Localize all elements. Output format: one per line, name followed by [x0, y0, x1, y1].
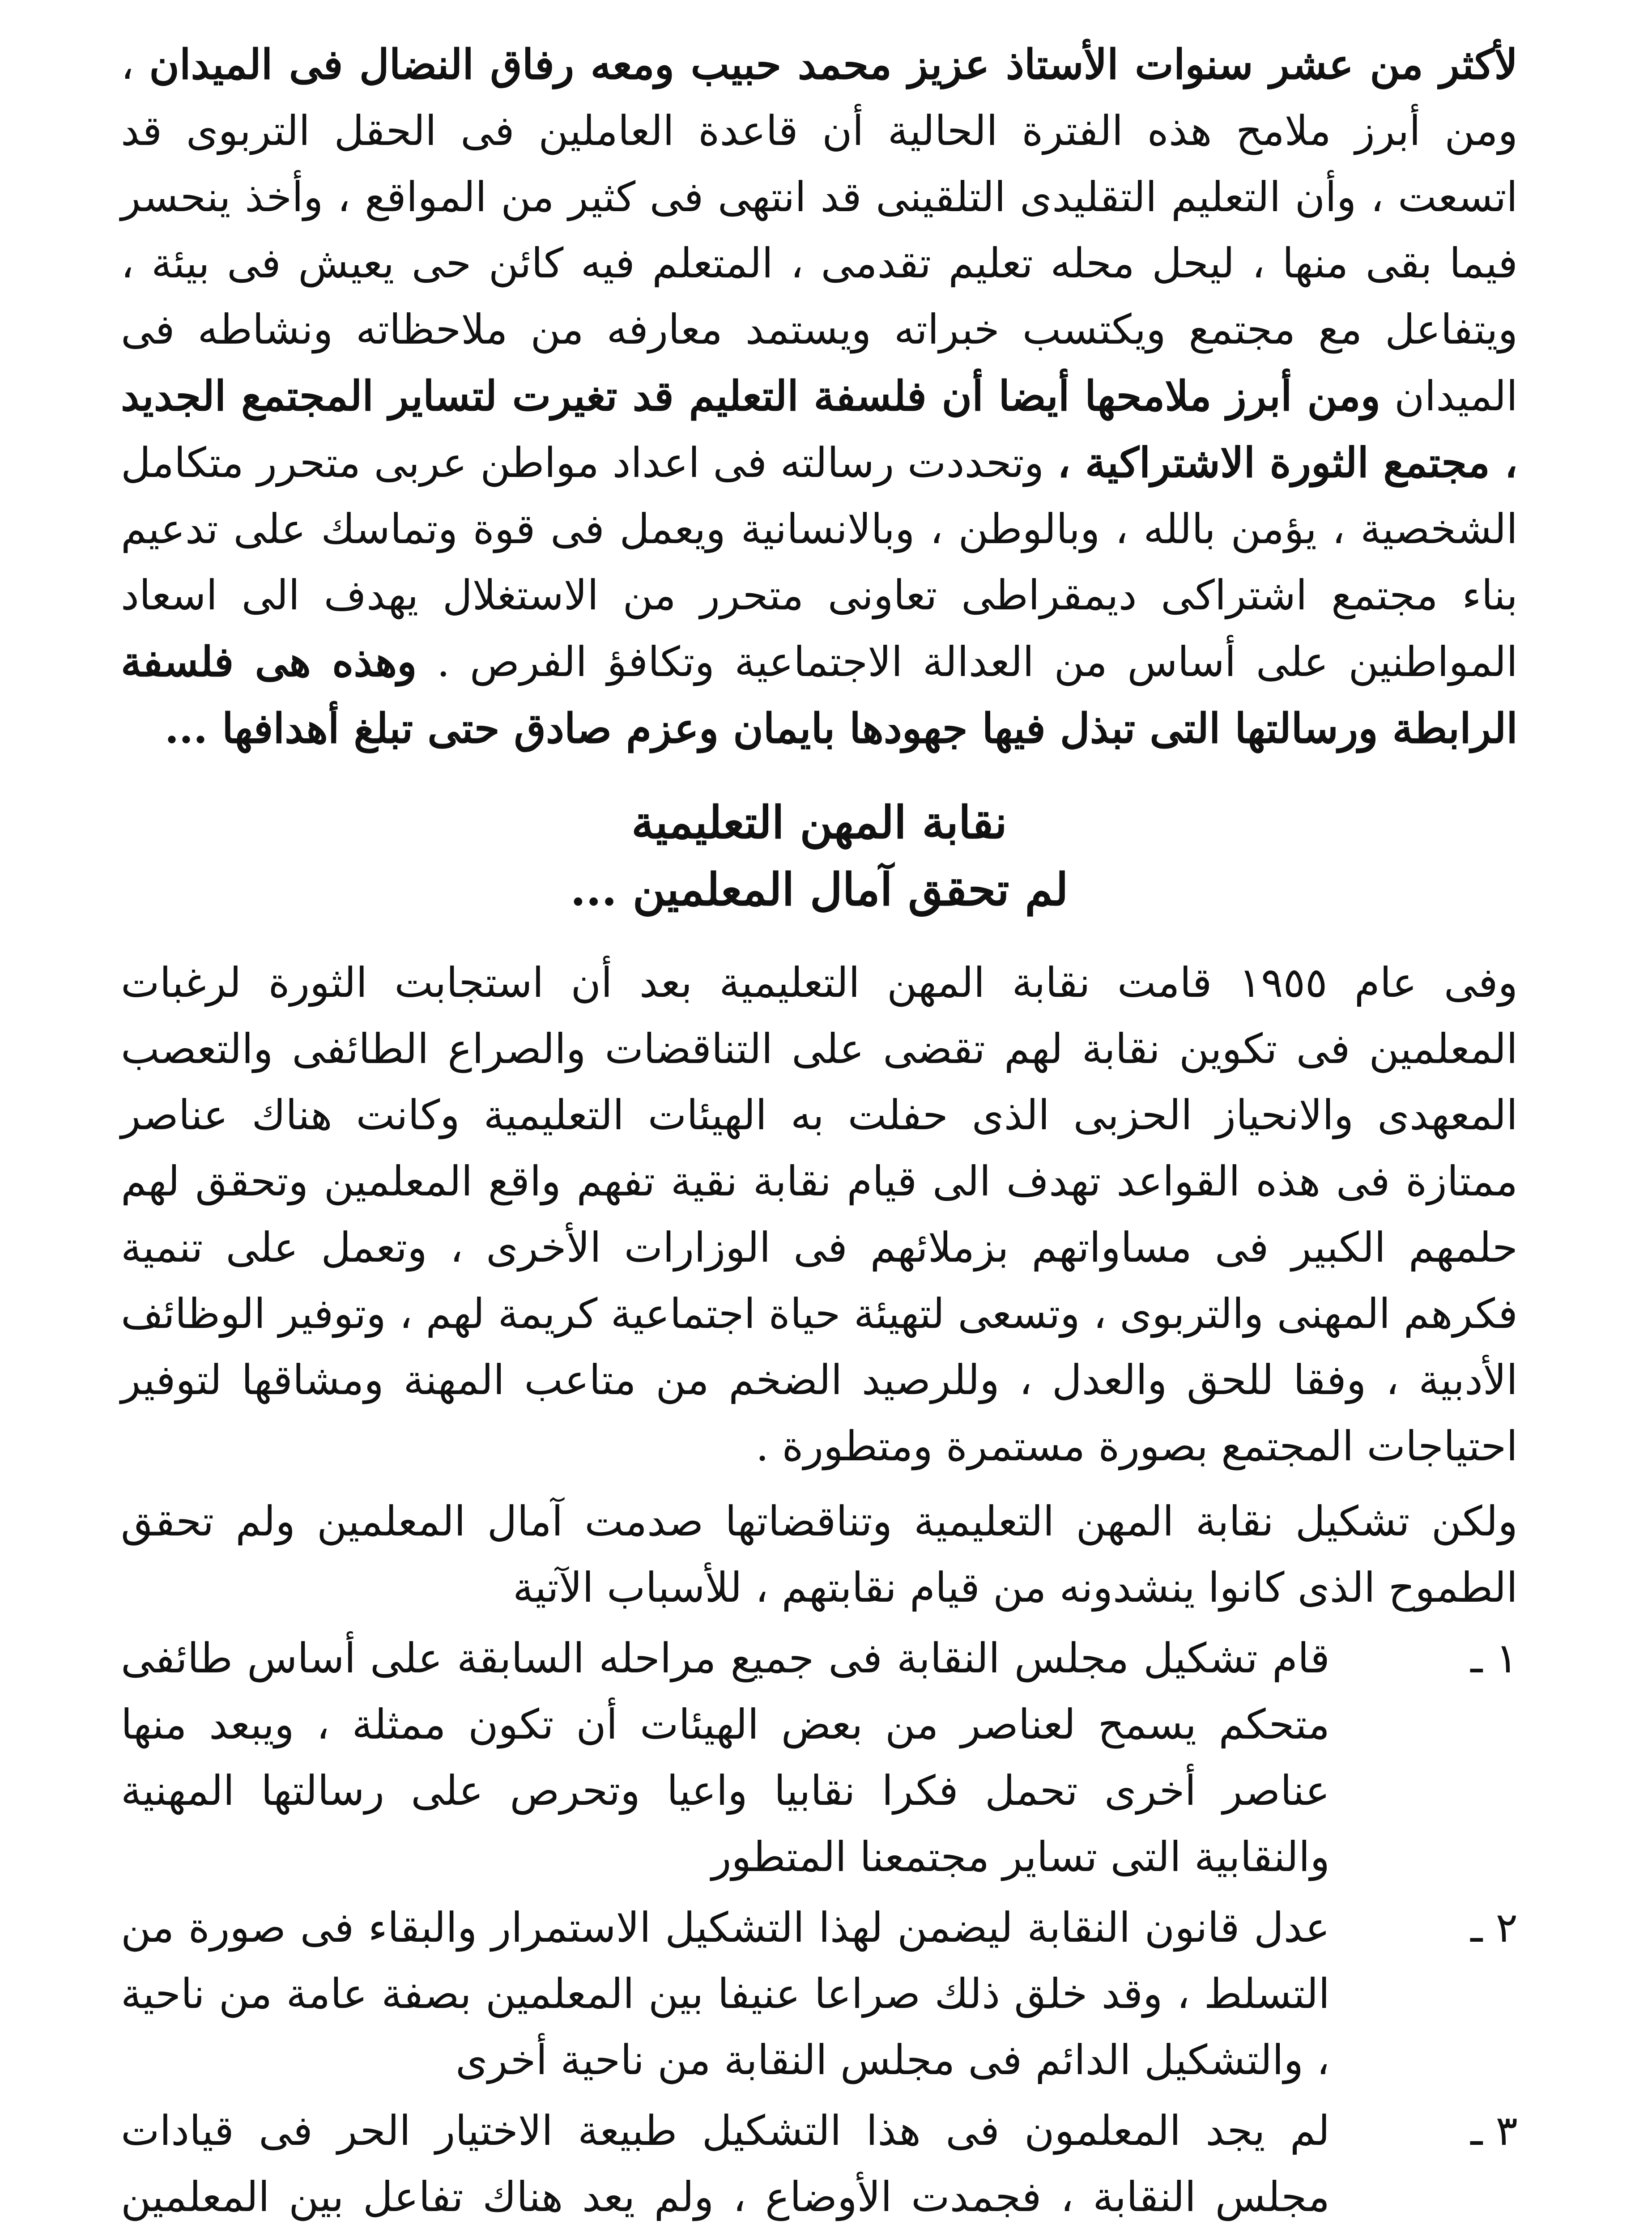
heading-line-2: لم تحقق آمال المعلمين ...	[570, 863, 1069, 916]
intro-bold-3: وهذه هى فلسفة الرابطة ورسالتها التى تبذل فيها جهودها بايمان وعزم صادق حتى تبلغ أهدافها ...	[121, 638, 1518, 753]
intro-text-1: ، ومن أبرز ملامح هذه الفترة الحالية أن قاعدة العاملين فى الحقل التربوى قد اتسعت ، وأن التعليم التقليدى التلقينى قد انتهى فى كثير من المواقع ، وأخذ ينحسر فيما بقى منها ، ليحل محله تعليم تقدمى ، المتعلم فيه كائن حى يعيش فى بيئة ، ويتفاعل مع مجتمع ويكتسب خبراته ويستمد معارفه من ملاحظاته ونشاطه فى الميدان	[121, 41, 1518, 420]
heading-line-1: نقابة المهن التعليمية	[631, 796, 1007, 849]
intro-bold-opening: لأكثر من عشر سنوات الأستاذ عزيز محمد حبيب ومعه رفاق النضال فى الميدان	[149, 40, 1518, 89]
list-item	[121, 2098, 1518, 2237]
intro-bold-2: ومن أبرز ملامحها أيضا أن فلسفة التعليم قد تغيرت لتساير المجتمع الجديد ، مجتمع الثورة الاشتراكية ،	[121, 372, 1518, 487]
section-heading	[121, 789, 1518, 923]
list-item-number: ٣ ـ	[1470, 2107, 1518, 2155]
list-item-text: عدل قانون النقابة ليضمن لهذا التشكيل الاستمرار والبقاء فى صورة من التسلط ، وقد خلق ذلك صراعا عنيفا بين المعلمين بصفة عامة من ناحية ، والتشكيل الدائم فى مجلس النقابة من ناحية أخرى	[121, 1904, 1330, 2084]
paragraph-spacer	[121, 1480, 1518, 1488]
body-paragraph-2: ولكن تشكيل نقابة المهن التعليمية وتناقضاتها صدمت آمال المعلمين ولم تحقق الطموح الذى كانوا ينشدونه من قيام نقابتهم ، للأسباب الآتية	[121, 1497, 1518, 1612]
list-item-text: لم يجد المعلمون فى هذا التشكيل طبيعة الاختيار الحر فى قيادات مجلس النقابة ، فجمدت الأوضاع ، ولم يعد هناك تفاعل بين المعلمين	[121, 2107, 1330, 2221]
intro-text-2: وتحددت رسالته فى اعداد مواطن عربى متحرر متكامل الشخصية ، يؤمن بالله ، وبالوطن ، وبالانسانية ويعمل فى قوة وتماسك على تدعيم بناء مجتمع اشتراكى ديمقراطى تعاونى متحرر من الاستغلال يهدف الى اسعاد المواطنين على أساس من العدالة الاجتماعية وتكافؤ الفرص .	[121, 439, 1518, 686]
body-paragraph-1: وفى عام ١٩٥٥ قامت نقابة المهن التعليمية بعد أن استجابت الثورة لرغبات المعلمين فى تكوين نقابة لهم تقضى على التناقضات والصراع الطائفى والتعصب المعهدى والانحياز الحزبى الذى حفلت به الهيئات التعليمية وكانت هناك عناصر ممتازة فى هذه القواعد تهدف الى قيام نقابة نقية تفهم واقع المعلمين وتحقق لهم حلمهم الكبير فى مساواتهم بزملائهم فى الوزارات الأخرى ، وتعمل على تنمية فكرهم المهنى والتربوى ، وتسعى لتهيئة حياة اجتماعية كريمة لهم ، وتوفير الوظائف الأدبية ، وفقا للحق والعدل ، وللرصيد الضخم من متاعب المهنة ومشاقها لتوفير احتياجات المجتمع بصورة مستمرة ومتطورة .	[121, 959, 1518, 1470]
list-item	[121, 1625, 1518, 1890]
list-item-number: ٢ ـ	[1470, 1904, 1518, 1952]
list-item	[121, 1895, 1518, 2093]
list-item-text: قام تشكيل مجلس النقابة فى جميع مراحله السابقة على أساس طائفى متحكم يسمح لعناصر من بعض الهيئات أن تكون ممثلة ، ويبعد منها عناصر أخرى تحمل فكرا نقابيا واعيا وتحرص على رسالتها المهنية والنقابية التى تساير مجتمعنا المتطور	[121, 1634, 1330, 1881]
intro-paragraph	[121, 31, 1518, 762]
list-item-number: ١ ـ	[1470, 1634, 1518, 1682]
